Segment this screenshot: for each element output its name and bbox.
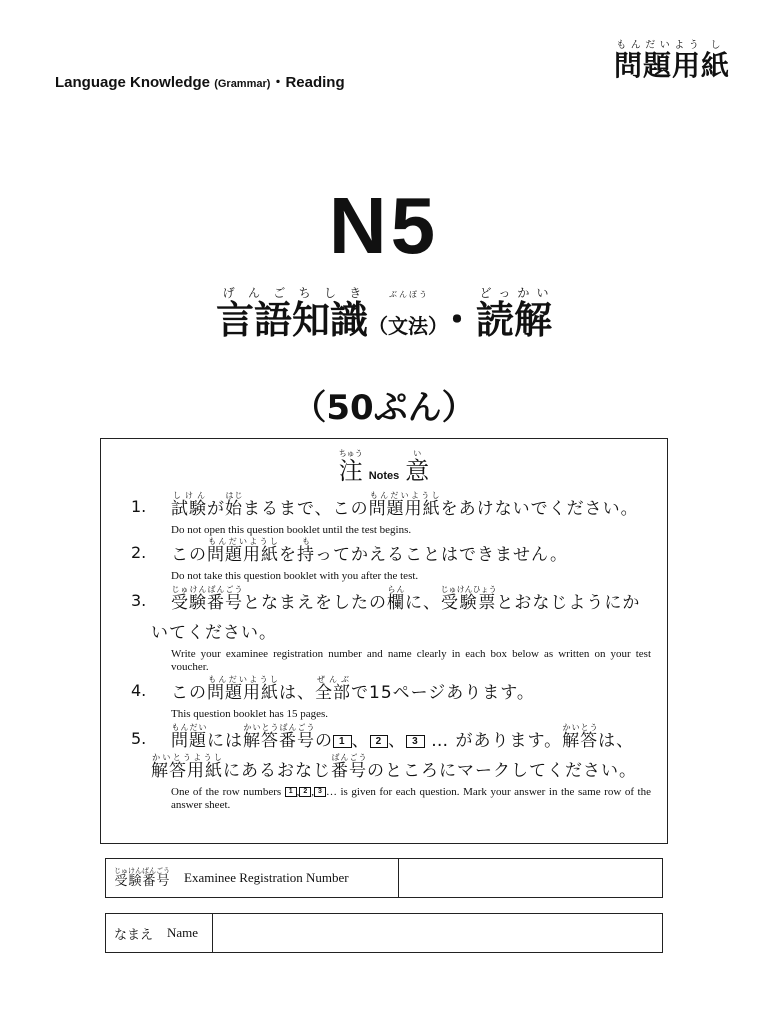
note-item: 2. この問題用紙もんだいようしを持もってかえることはできません。 Do not take this question booklet with you after the test.: [131, 537, 569, 582]
name-label: なまえ Name: [106, 914, 213, 952]
registration-number-input[interactable]: [399, 859, 662, 897]
name-field: [105, 913, 663, 953]
level-title: N5: [328, 181, 440, 270]
row-number-box: 2: [370, 735, 389, 748]
booklet-label: 問もん題だい用よう紙し: [613, 40, 730, 82]
note-item: 1. 試験しけんが始はじまるまで、この問題用紙もんだいようしをあけないでください。 Do not open this question booklet until the test begins.: [131, 491, 639, 536]
row-number-box: 1: [333, 735, 352, 748]
note-item: 4. この問題用紙もんだいようしは、全部ぜんぶで15ページあります。 This question booklet has 15 pages.: [131, 675, 535, 720]
note-item: 3. 受験番号じゅけんばんごうとなまえをしたの欄らんに、受験票じゅけんひょうとおなじようにかいてください。 Write your examinee registration number and name clearly in each box below as written on your test voucher.: [131, 585, 651, 673]
row-number-box: 3: [406, 735, 425, 748]
section-title-part-3: ・Reading: [270, 74, 345, 91]
row-number-box: 3: [314, 787, 326, 797]
section-title-part-2: (Grammar): [214, 78, 271, 90]
registration-number-field: [105, 858, 663, 898]
subject-title: 言語知識げんごちしき（文法ぶんぽう）・読解どっかい: [215, 286, 553, 342]
test-duration: （50ぷん）: [292, 388, 476, 428]
row-number-box: 1: [285, 787, 297, 797]
section-title: [55, 71, 345, 92]
notes-title: 注ちゅうNotes 意い: [338, 449, 430, 485]
section-title-part-1: Language Knowledge: [55, 74, 215, 91]
registration-number-label: 受験番号じゅけんばんごう Examinee Registration Number: [106, 859, 399, 897]
row-number-box: 2: [299, 787, 311, 797]
notes-box: [100, 438, 668, 844]
note-item: 5. 問題もんだいには解答番号かいとうばんごうの 1 、 2 、 3 … があります。解答かいとうは、解答用紙かいとうようしにあるおなじ番号ばんごうのところにマークしてください。 One of the row numbers 1 , 2 , 3 … is given for each question. Mark your answer in the same row of the answer sheet.: [131, 723, 651, 811]
name-input[interactable]: [213, 914, 662, 952]
